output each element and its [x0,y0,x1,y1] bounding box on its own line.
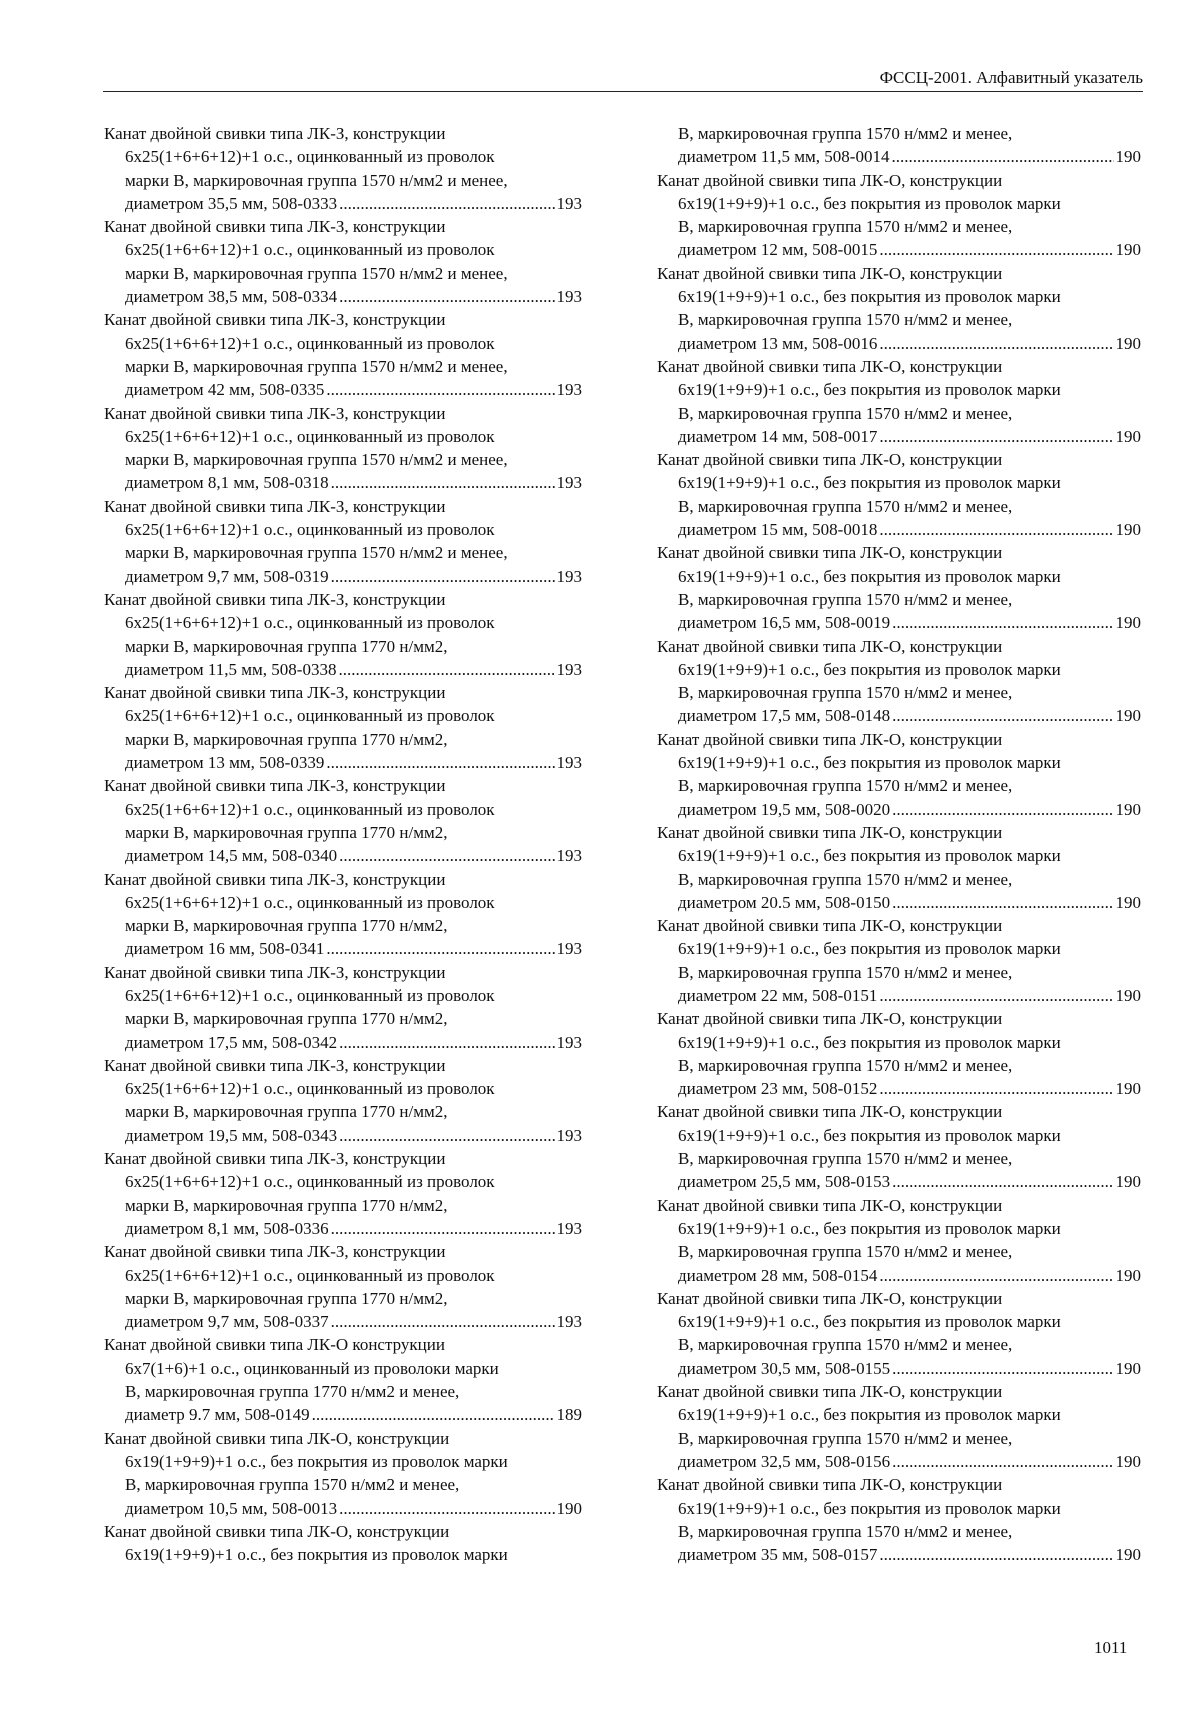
dot-leader [892,891,1113,914]
entry-diameter-code: диаметром 42 мм, 508-0335 [125,380,325,400]
entry-last-line [104,378,582,401]
entry-line: марки В, маркировочная группа 1770 н/мм2, [125,1195,448,1215]
dot-leader [879,1264,1113,1287]
entry-diameter-code: диаметром 11,5 мм, 508-0014 [678,147,890,167]
index-entry [104,1427,582,1520]
entry-line: 6х19(1+9+9)+1 о.с., без покрытия из проволок марки [678,287,1061,307]
entry-line: 6х7(1+6)+1 о.с., оцинкованный из проволоки марки [125,1358,499,1378]
index-entry [657,1380,1141,1473]
entry-line: марки В, маркировочная группа 1770 н/мм2, [125,729,448,749]
dot-leader [338,658,554,681]
entry-line: Канат двойной свивки типа ЛК-З, конструкции [104,310,446,330]
index-entry [657,448,1141,541]
entry-diameter-code: диаметром 12 мм, 508-0015 [678,240,878,260]
entry-last-line [104,658,582,681]
entry-last-line [657,984,1141,1007]
entry-last-line [104,751,582,774]
entry-line: Канат двойной свивки типа ЛК-З, конструкции [104,403,446,423]
index-entry [104,1333,582,1426]
entry-last-line [104,471,582,494]
entry-line: 6х19(1+9+9)+1 о.с., без покрытия из проволок марки [678,1312,1061,1332]
entry-line: 6х25(1+6+6+12)+1 о.с., оцинкованный из проволок [125,426,495,446]
dot-leader [879,238,1113,261]
dot-leader [339,1031,554,1054]
entry-line: 6х25(1+6+6+12)+1 о.с., оцинкованный из проволок [125,147,495,167]
dot-leader [339,192,554,215]
entry-page-ref: 193 [556,659,582,679]
entry-page-ref: 193 [556,753,582,773]
entry-last-line [104,937,582,960]
entry-line: Канат двойной свивки типа ЛК-З, конструкции [104,496,446,516]
index-entry [104,308,582,401]
entry-line: 6х25(1+6+6+12)+1 о.с., оцинкованный из проволок [125,799,495,819]
index-entry [657,1194,1141,1287]
entry-last-line [657,704,1141,727]
entry-diameter-code: диаметром 23 мм, 508-0152 [678,1079,878,1099]
dot-leader [879,984,1113,1007]
dot-leader [892,1357,1113,1380]
entry-line: 6х19(1+9+9)+1 о.с., без покрытия из проволок марки [678,1032,1061,1052]
index-entry [657,169,1141,262]
entry-line: 6х19(1+9+9)+1 о.с., без покрытия из проволок марки [678,939,1061,959]
entry-line: марки В, маркировочная группа 1770 н/мм2, [125,1009,448,1029]
running-header [103,66,1143,92]
index-entry [657,1287,1141,1380]
index-entry [657,122,1141,169]
entry-line: 6х19(1+9+9)+1 о.с., без покрытия из проволок марки [125,1451,508,1471]
index-entry [657,1100,1141,1193]
entry-line: марки В, маркировочная группа 1770 н/мм2, [125,1102,448,1122]
entry-page-ref: 193 [556,287,582,307]
entry-page-ref: 190 [1115,240,1141,260]
entry-line: В, маркировочная группа 1570 н/мм2 и менее, [678,1055,1013,1075]
entry-last-line [657,332,1141,355]
entry-page-ref: 193 [556,1312,582,1332]
entry-line: Канат двойной свивки типа ЛК-О конструкции [104,1335,445,1355]
entry-diameter-code: диаметром 8,1 мм, 508-0318 [125,473,329,493]
entry-last-line [657,1077,1141,1100]
dot-leader [339,844,554,867]
entry-page-ref: 193 [556,1032,582,1052]
entry-last-line [657,611,1141,634]
entry-line: Канат двойной свивки типа ЛК-О, конструкции [657,1288,1003,1308]
entry-line: 6х19(1+9+9)+1 о.с., без покрытия из проволок марки [678,1218,1061,1238]
entry-diameter-code: диаметром 30,5 мм, 508-0155 [678,1358,891,1378]
dot-leader [879,518,1113,541]
entry-page-ref: 190 [1115,1172,1141,1192]
entry-last-line [104,1310,582,1333]
entry-page-ref: 190 [1115,613,1141,633]
dot-leader [339,285,554,308]
entry-page-ref: 189 [556,1405,582,1425]
entry-last-line [657,238,1141,261]
entry-page-ref: 190 [556,1498,582,1518]
entry-line: В, маркировочная группа 1570 н/мм2 и менее, [678,869,1013,889]
dot-leader [879,1077,1113,1100]
entry-line: 6х25(1+6+6+12)+1 о.с., оцинкованный из проволок [125,333,495,353]
dot-leader [331,565,555,588]
entry-page-ref: 190 [1115,1265,1141,1285]
index-entry [104,588,582,681]
index-entry [657,821,1141,914]
entry-last-line [104,1124,582,1147]
entry-last-line [104,1031,582,1054]
entry-line: Канат двойной свивки типа ЛК-О, конструкции [104,1521,450,1541]
entry-line: Канат двойной свивки типа ЛК-О, конструкции [657,543,1003,563]
entry-line: 6х19(1+9+9)+1 о.с., без покрытия из проволок марки [678,753,1061,773]
entry-line: Канат двойной свивки типа ЛК-З, конструкции [104,776,446,796]
entry-page-ref: 190 [1115,1079,1141,1099]
entry-line: В, маркировочная группа 1570 н/мм2 и менее, [678,403,1013,423]
entry-line: Канат двойной свивки типа ЛК-О, конструкции [657,1195,1003,1215]
entry-last-line [104,192,582,215]
entry-line: Канат двойной свивки типа ЛК-З, конструкции [104,217,446,237]
entry-page-ref: 190 [1115,1545,1141,1565]
entry-line: Канат двойной свивки типа ЛК-О, конструкции [657,356,1003,376]
entry-line: 6х25(1+6+6+12)+1 о.с., оцинкованный из проволок [125,985,495,1005]
entry-last-line [104,565,582,588]
entry-line: В, маркировочная группа 1570 н/мм2 и менее, [678,310,1013,330]
entry-line: 6х25(1+6+6+12)+1 о.с., оцинкованный из проволок [125,706,495,726]
entry-diameter-code: диаметром 13 мм, 508-0016 [678,333,878,353]
entry-last-line [657,1543,1141,1566]
entry-page-ref: 193 [556,1125,582,1145]
entry-diameter-code: диаметром 20.5 мм, 508-0150 [678,892,891,912]
page-number: 1011 [1094,1638,1128,1657]
index-entry [104,402,582,495]
entry-line: 6х19(1+9+9)+1 о.с., без покрытия из проволок марки [678,380,1061,400]
entry-line: Канат двойной свивки типа ЛК-З, конструкции [104,589,446,609]
entry-last-line [657,518,1141,541]
entry-line: В, маркировочная группа 1570 н/мм2 и менее, [678,1335,1013,1355]
dot-leader [339,1497,554,1520]
entry-last-line [657,1450,1141,1473]
entry-line: 6х25(1+6+6+12)+1 о.с., оцинкованный из проволок [125,520,495,540]
entry-page-ref: 193 [556,1218,582,1238]
entry-line: В, маркировочная группа 1570 н/мм2 и менее, [678,1242,1013,1262]
entry-page-ref: 190 [1115,799,1141,819]
dot-leader [892,1450,1113,1473]
dot-leader [312,1403,555,1426]
index-entry [104,681,582,774]
entry-line: Канат двойной свивки типа ЛК-О, конструкции [657,636,1003,656]
entry-page-ref: 190 [1115,985,1141,1005]
index-entry [104,495,582,588]
entry-line: 6х19(1+9+9)+1 о.с., без покрытия из проволок марки [678,846,1061,866]
entry-page-ref: 190 [1115,892,1141,912]
dot-leader [892,611,1113,634]
index-entry [657,728,1141,821]
entry-page-ref: 193 [556,473,582,493]
entry-diameter-code: диаметром 17,5 мм, 508-0342 [125,1032,338,1052]
entry-diameter-code: диаметром 35,5 мм, 508-0333 [125,193,338,213]
index-entry [104,215,582,308]
entry-line: Канат двойной свивки типа ЛК-З, конструкции [104,1055,446,1075]
dot-leader [879,332,1113,355]
entry-line: 6х25(1+6+6+12)+1 о.с., оцинкованный из проволок [125,1172,495,1192]
entry-diameter-code: диаметром 25,5 мм, 508-0153 [678,1172,891,1192]
entry-line: В, маркировочная группа 1570 н/мм2 и менее, [678,124,1013,143]
dot-leader [331,1310,555,1333]
entry-last-line [657,1357,1141,1380]
entry-line: Канат двойной свивки типа ЛК-О, конструкции [657,170,1003,190]
index-column-left [104,122,582,1566]
entry-page-ref: 193 [556,380,582,400]
entry-line: Канат двойной свивки типа ЛК-З, конструкции [104,124,446,143]
dot-leader [331,471,555,494]
index-entry [104,774,582,867]
entry-page-ref: 193 [556,193,582,213]
entry-line: В, маркировочная группа 1570 н/мм2 и менее, [125,1475,460,1495]
entry-diameter-code: диаметром 28 мм, 508-0154 [678,1265,878,1285]
entry-line: 6х19(1+9+9)+1 о.с., без покрытия из проволок марки [678,566,1061,586]
entry-line: марки В, маркировочная группа 1770 н/мм2, [125,916,448,936]
entry-line: В, маркировочная группа 1770 н/мм2 и менее, [125,1382,460,1402]
index-entry [657,914,1141,1007]
entry-line: Канат двойной свивки типа ЛК-О, конструкции [657,1382,1003,1402]
index-entry [104,1054,582,1147]
index-entry [104,868,582,961]
entry-diameter-code: диаметром 38,5 мм, 508-0334 [125,287,338,307]
entry-line: В, маркировочная группа 1570 н/мм2 и менее, [678,1521,1013,1541]
entry-line: 6х19(1+9+9)+1 о.с., без покрытия из проволок марки [678,473,1061,493]
dot-leader [891,145,1113,168]
entry-line: 6х19(1+9+9)+1 о.с., без покрытия из проволок марки [125,1545,508,1565]
entry-line: Канат двойной свивки типа ЛК-З, конструкции [104,683,446,703]
index-entry [657,1473,1141,1566]
entry-page-ref: 190 [1115,426,1141,446]
entry-page-ref: 193 [556,939,582,959]
dot-leader [879,425,1113,448]
entry-page-ref: 193 [556,846,582,866]
entry-line: В, маркировочная группа 1570 н/мм2 и менее, [678,1149,1013,1169]
entry-line: Канат двойной свивки типа ЛК-О, конструкции [104,1428,450,1448]
entry-line: В, маркировочная группа 1570 н/мм2 и менее, [678,683,1013,703]
entry-last-line [104,285,582,308]
entry-line: В, маркировочная группа 1570 н/мм2 и менее, [678,776,1013,796]
entry-line: марки В, маркировочная группа 1770 н/мм2, [125,822,448,842]
entry-line: марки В, маркировочная группа 1770 н/мм2, [125,636,448,656]
index-entry [104,1240,582,1333]
entry-diameter-code: диаметр 9.7 мм, 508-0149 [125,1405,310,1425]
entry-last-line [104,1497,582,1520]
index-entry [104,961,582,1054]
entry-diameter-code: диаметром 22 мм, 508-0151 [678,985,878,1005]
entry-last-line [657,145,1141,168]
index-entry [657,262,1141,355]
entry-line: Канат двойной свивки типа ЛК-О, конструкции [657,1102,1003,1122]
entry-line: 6х19(1+9+9)+1 о.с., без покрытия из проволок марки [678,659,1061,679]
entry-page-ref: 190 [1115,333,1141,353]
entry-page-ref: 190 [1115,1451,1141,1471]
entry-diameter-code: диаметром 35 мм, 508-0157 [678,1545,878,1565]
entry-last-line [657,798,1141,821]
entry-line: В, маркировочная группа 1570 н/мм2 и менее, [678,496,1013,516]
entry-diameter-code: диаметром 15 мм, 508-0018 [678,520,878,540]
dot-leader [326,378,554,401]
index-column-right [657,122,1141,1566]
index-entry [657,635,1141,728]
entry-diameter-code: диаметром 13 мм, 508-0339 [125,753,325,773]
entry-last-line [657,1264,1141,1287]
entry-diameter-code: диаметром 11,5 мм, 508-0338 [125,659,337,679]
entry-line: 6х19(1+9+9)+1 о.с., без покрытия из проволок марки [678,1498,1061,1518]
entry-page-ref: 190 [1115,147,1141,167]
dot-leader [331,1217,555,1240]
entry-line: 6х19(1+9+9)+1 о.с., без покрытия из проволок марки [678,1125,1061,1145]
entry-line: марки В, маркировочная группа 1570 н/мм2 и менее, [125,263,508,283]
entry-line: В, маркировочная группа 1570 н/мм2 и менее, [678,1428,1013,1448]
entry-diameter-code: диаметром 19,5 мм, 508-0343 [125,1125,338,1145]
dot-leader [892,704,1113,727]
dot-leader [892,1170,1113,1193]
entry-page-ref: 190 [1115,520,1141,540]
dot-leader [892,798,1113,821]
entry-diameter-code: диаметром 16 мм, 508-0341 [125,939,325,959]
entry-line: Канат двойной свивки типа ЛК-О, конструкции [657,263,1003,283]
entry-line: 6х25(1+6+6+12)+1 о.с., оцинкованный из проволок [125,240,495,260]
entry-line: Канат двойной свивки типа ЛК-З, конструкции [104,869,446,889]
entry-diameter-code: диаметром 16,5 мм, 508-0019 [678,613,891,633]
entry-line: 6х25(1+6+6+12)+1 о.с., оцинкованный из проволок [125,892,495,912]
entry-page-ref: 193 [556,566,582,586]
entry-line: Канат двойной свивки типа ЛК-О, конструкции [657,822,1003,842]
entry-line: Канат двойной свивки типа ЛК-О, конструкции [657,1009,1003,1029]
index-entry [657,355,1141,448]
entry-diameter-code: диаметром 17,5 мм, 508-0148 [678,706,891,726]
entry-diameter-code: диаметром 9,7 мм, 508-0337 [125,1312,329,1332]
entry-line: 6х25(1+6+6+12)+1 о.с., оцинкованный из проволок [125,1079,495,1099]
entry-line: Канат двойной свивки типа ЛК-О, конструкции [657,450,1003,470]
entry-last-line [104,1403,582,1426]
entry-line: Канат двойной свивки типа ЛК-З, конструкции [104,962,446,982]
entry-line: В, маркировочная группа 1570 н/мм2 и менее, [678,217,1013,237]
header-title: ФССЦ-2001. Алфавитный указатель [879,68,1143,87]
index-entry [104,122,582,215]
entry-line: марки В, маркировочная группа 1570 н/мм2 и менее, [125,543,508,563]
dot-leader [879,1543,1113,1566]
entry-diameter-code: диаметром 14 мм, 508-0017 [678,426,878,446]
index-entry [657,1007,1141,1100]
entry-line: 6х19(1+9+9)+1 о.с., без покрытия из проволок марки [678,193,1061,213]
entry-line: 6х25(1+6+6+12)+1 о.с., оцинкованный из проволок [125,613,495,633]
index-entry [104,1520,582,1567]
entry-diameter-code: диаметром 10,5 мм, 508-0013 [125,1498,338,1518]
entry-line: Канат двойной свивки типа ЛК-З, конструкции [104,1149,446,1169]
index-entry [104,1147,582,1240]
entry-last-line [104,844,582,867]
entry-diameter-code: диаметром 32,5 мм, 508-0156 [678,1451,891,1471]
dot-leader [339,1124,554,1147]
entry-line: 6х19(1+9+9)+1 о.с., без покрытия из проволок марки [678,1405,1061,1425]
entry-last-line [657,425,1141,448]
dot-leader [326,937,554,960]
entry-line: Канат двойной свивки типа ЛК-О, конструкции [657,1475,1003,1495]
entry-diameter-code: диаметром 9,7 мм, 508-0319 [125,566,329,586]
entry-line: марки В, маркировочная группа 1770 н/мм2, [125,1288,448,1308]
entry-diameter-code: диаметром 8,1 мм, 508-0336 [125,1218,329,1238]
dot-leader [326,751,554,774]
entry-line: марки В, маркировочная группа 1570 н/мм2 и менее, [125,450,508,470]
entry-line: В, маркировочная группа 1570 н/мм2 и менее, [678,589,1013,609]
entry-last-line [104,1217,582,1240]
entry-last-line [657,1170,1141,1193]
entry-line: 6х25(1+6+6+12)+1 о.с., оцинкованный из проволок [125,1265,495,1285]
entry-line: Канат двойной свивки типа ЛК-О, конструкции [657,729,1003,749]
entry-line: В, маркировочная группа 1570 н/мм2 и менее, [678,962,1013,982]
entry-line: Канат двойной свивки типа ЛК-З, конструкции [104,1242,446,1262]
entry-diameter-code: диаметром 14,5 мм, 508-0340 [125,846,338,866]
entry-page-ref: 190 [1115,706,1141,726]
entry-line: марки В, маркировочная группа 1570 н/мм2 и менее, [125,356,508,376]
index-entry [657,541,1141,634]
entry-diameter-code: диаметром 19,5 мм, 508-0020 [678,799,891,819]
entry-last-line [657,891,1141,914]
entry-line: Канат двойной свивки типа ЛК-О, конструкции [657,916,1003,936]
entry-line: марки В, маркировочная группа 1570 н/мм2 и менее, [125,170,508,190]
entry-page-ref: 190 [1115,1358,1141,1378]
